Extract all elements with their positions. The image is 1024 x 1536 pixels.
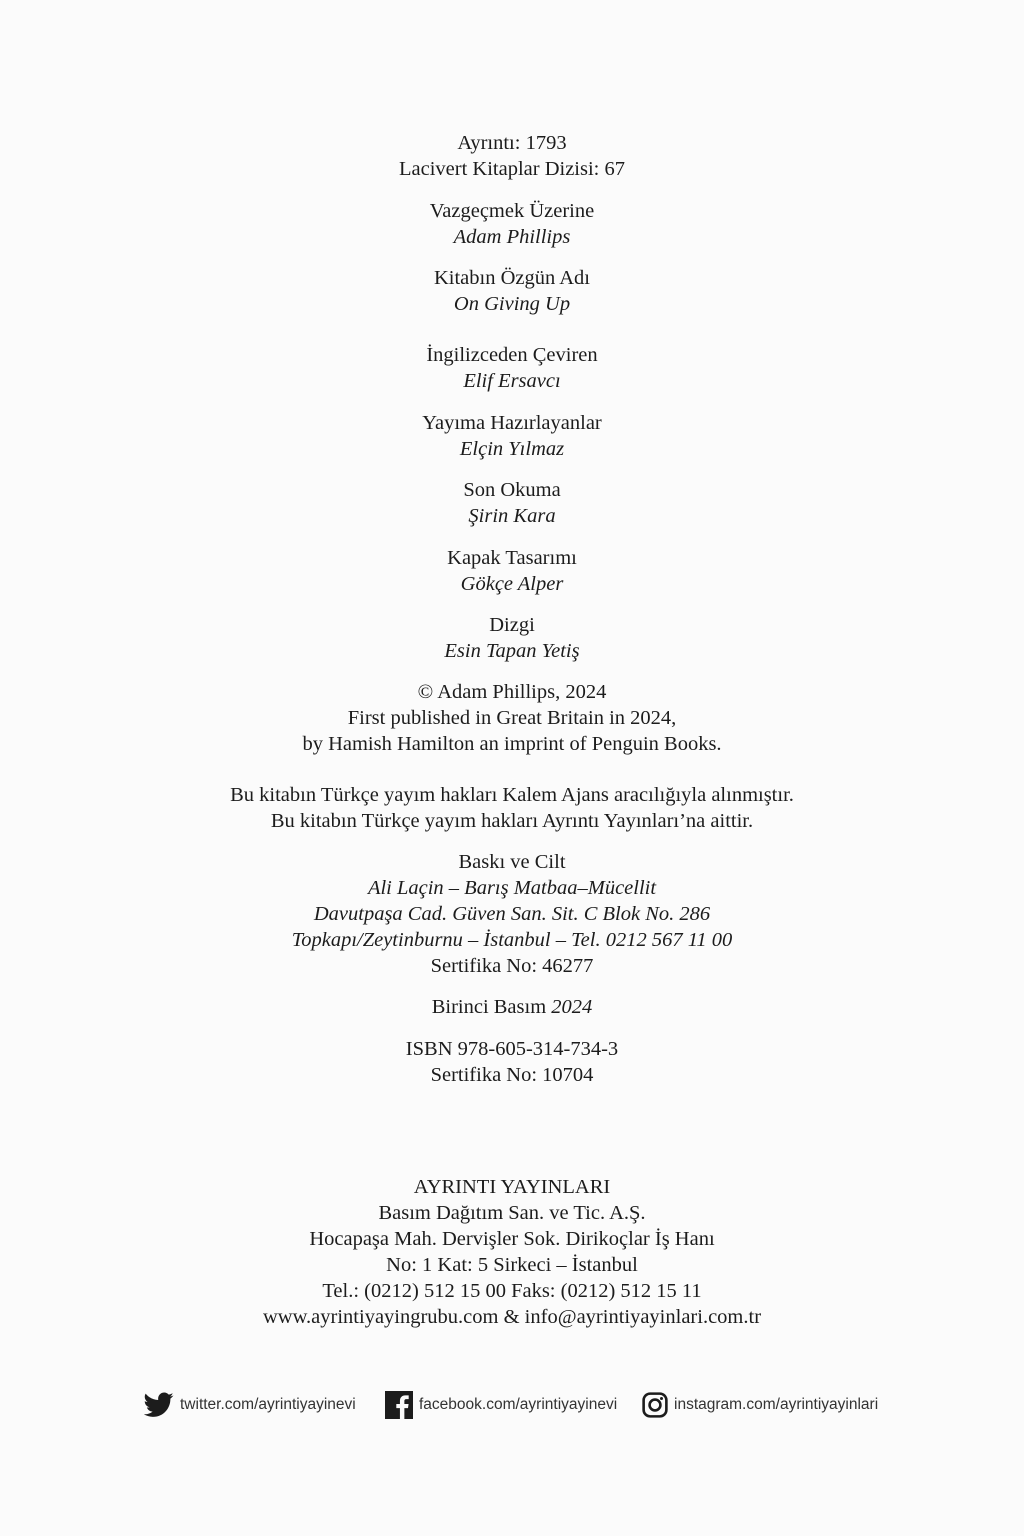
instagram-icon xyxy=(642,1392,668,1418)
copyright-notice xyxy=(0,679,1024,757)
copyright-line: by Hamish Hamilton an imprint of Penguin Books. xyxy=(302,733,722,755)
printing-label: Baskı ve Cilt xyxy=(458,851,566,873)
credit-role: Son Okuma xyxy=(463,479,561,501)
credit-name: Elif Ersavcı xyxy=(463,370,561,392)
credit-typesetting xyxy=(0,612,1024,664)
rights-notice xyxy=(0,782,1024,834)
social-links xyxy=(0,1388,1024,1422)
twitter-handle: twitter.com/ayrintiyayinevi xyxy=(180,1396,356,1413)
book-title: Vazgeçmek Üzerine xyxy=(429,200,595,222)
book-info xyxy=(0,198,1024,250)
credit-name: Şirin Kara xyxy=(468,505,556,527)
edition-year: 2024 xyxy=(551,996,593,1018)
instagram-handle: instagram.com/ayrintiyayinlari xyxy=(674,1396,879,1413)
credit-role: Kapak Tasarımı xyxy=(447,547,577,569)
publisher-phone: Tel.: (0212) 512 15 00 Faks: (0212) 512 15 11 xyxy=(322,1280,702,1302)
publisher-name: AYRINTI YAYINLARI xyxy=(413,1176,611,1198)
credit-translator xyxy=(0,342,1024,394)
credit-cover-design xyxy=(0,545,1024,597)
original-title xyxy=(0,265,1024,317)
isbn-info xyxy=(0,1036,1024,1088)
publisher-info xyxy=(0,1174,1024,1330)
isbn-number: ISBN 978-605-314-734-3 xyxy=(405,1038,619,1060)
book-author: Adam Phillips xyxy=(453,226,571,248)
credit-role: Yayıma Hazırlayanlar xyxy=(422,412,602,434)
credit-editors xyxy=(0,410,1024,462)
edition-info xyxy=(0,994,1024,1020)
edition-line xyxy=(0,994,1024,1020)
original-title-value: On Giving Up xyxy=(453,293,571,315)
series-number: Ayrıntı: 1793 xyxy=(457,132,567,154)
credit-name: Elçin Yılmaz xyxy=(459,438,565,460)
publisher-line: Basım Dağıtım San. ve Tic. A.Ş. xyxy=(378,1202,646,1224)
twitter-icon xyxy=(144,1392,174,1418)
edition-label: Birinci Basım xyxy=(431,996,547,1018)
original-title-label: Kitabın Özgün Adı xyxy=(433,267,590,289)
series-collection: Lacivert Kitaplar Dizisi: 67 xyxy=(399,158,625,180)
series-info xyxy=(0,130,1024,182)
copyright-line: First published in Great Britain in 2024, xyxy=(347,707,677,729)
credit-name: Gökçe Alper xyxy=(460,573,564,595)
credit-role: Dizgi xyxy=(489,614,535,636)
publisher-line: Hocapaşa Mah. Dervişler Sok. Dirikoçlar İş Hanı xyxy=(309,1228,715,1250)
publisher-line: No: 1 Kat: 5 Sirkeci – İstanbul xyxy=(386,1254,638,1276)
isbn-certificate: Sertifika No: 10704 xyxy=(430,1064,594,1086)
instagram-link[interactable] xyxy=(642,1388,878,1422)
printing-line: Topkapı/Zeytinburnu – İstanbul – Tel. 0212 567 11 00 xyxy=(291,929,733,951)
facebook-link[interactable] xyxy=(385,1388,617,1422)
facebook-icon xyxy=(385,1391,413,1419)
printing-line: Ali Laçin – Barış Matbaa–Mücellit xyxy=(367,877,657,899)
rights-line: Bu kitabın Türkçe yayım hakları Kalem Ajans aracılığıyla alınmıştır. xyxy=(230,784,794,806)
credit-name: Esin Tapan Yetiş xyxy=(444,640,580,662)
copyright-line: © Adam Phillips, 2024 xyxy=(417,681,607,703)
facebook-handle: facebook.com/ayrintiyayinevi xyxy=(419,1396,618,1413)
credit-role: İngilizceden Çeviren xyxy=(426,344,598,366)
twitter-link[interactable] xyxy=(144,1388,356,1422)
printing-info xyxy=(0,849,1024,979)
publisher-web: www.ayrintiyayingrubu.com & info@ayrintiyayinlari.com.tr xyxy=(262,1306,762,1328)
rights-line: Bu kitabın Türkçe yayım hakları Ayrıntı Yayınları’na aittir. xyxy=(270,810,754,832)
printing-line: Davutpaşa Cad. Güven San. Sit. C Blok No. 286 xyxy=(313,903,711,925)
printing-certificate: Sertifika No: 46277 xyxy=(430,955,594,977)
credit-proofreading xyxy=(0,477,1024,529)
